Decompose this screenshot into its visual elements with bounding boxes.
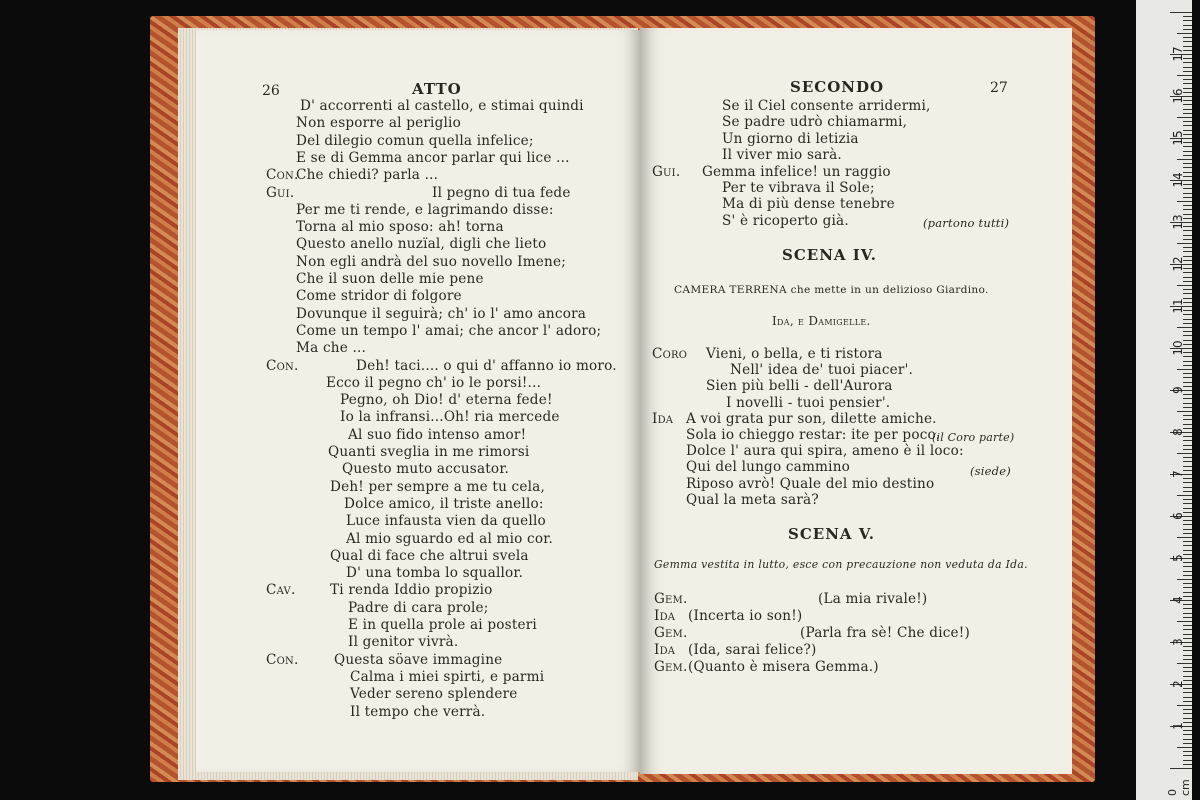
ruler-tick — [1183, 461, 1192, 462]
text-line: Dolce l' aura qui spira, ameno è il loco: — [686, 443, 964, 460]
text-line: Pegno, oh Dio! d' eterna fede! — [340, 392, 553, 409]
text-line: D' una tomba lo squallor. — [346, 565, 524, 582]
speaker-label: Cav. — [266, 582, 296, 599]
ruler-tick — [1183, 163, 1192, 164]
text-line: Sola io chieggo restar: ite per poco. — [686, 427, 941, 443]
ruler-tick — [1183, 16, 1192, 17]
ruler-number: 7 — [1171, 470, 1185, 478]
text-line: Vieni, o bella, e ti ristora — [706, 346, 883, 362]
ruler-tick — [1183, 67, 1192, 68]
ruler-tick — [1177, 453, 1192, 454]
text-line: (Incerta io son!) — [688, 608, 803, 624]
ruler-tick — [1183, 205, 1192, 206]
scena-v-heading: SCENA V. — [788, 525, 876, 543]
ruler-number: 6 — [1171, 512, 1185, 520]
ruler-tick — [1183, 239, 1192, 240]
ruler-tick — [1183, 167, 1192, 168]
text-line: Padre di cara prole; — [348, 599, 489, 616]
ruler-tick — [1170, 12, 1192, 13]
ruler-tick — [1183, 541, 1192, 542]
ruler-tick — [1183, 79, 1192, 80]
ruler-tick — [1183, 193, 1192, 194]
ruler-tick — [1177, 75, 1192, 76]
ruler-tick — [1177, 579, 1192, 580]
text-line: Un giorno di letizia — [722, 130, 859, 147]
text-line: Non esporre al periglio — [296, 115, 461, 132]
ruler-tick — [1183, 335, 1192, 336]
text-line: Il viver mio sarà. — [722, 147, 842, 164]
ruler-tick — [1183, 25, 1192, 26]
ruler-tick — [1183, 361, 1192, 362]
ruler-number: 3 — [1171, 638, 1185, 646]
ruler-number: 10 — [1171, 340, 1185, 356]
ruler-unit-label: 0 cm — [1166, 779, 1192, 796]
ruler-tick — [1183, 613, 1192, 614]
text-line: Al suo fido intenso amor! — [348, 426, 527, 443]
speaker-label: Ida — [652, 410, 674, 427]
ruler-tick — [1177, 747, 1192, 748]
ruler-tick — [1183, 743, 1192, 744]
ruler-tick — [1183, 629, 1192, 630]
ruler-tick — [1183, 109, 1192, 110]
ruler-number: 8 — [1171, 428, 1185, 436]
ruler-tick — [1183, 739, 1192, 740]
text-line: Dolce amico, il triste anello: — [344, 495, 544, 512]
ruler-tick — [1183, 457, 1192, 458]
ruler-tick — [1183, 71, 1192, 72]
stage-direction-siede: (siede) — [970, 464, 1011, 478]
ruler-tick — [1183, 575, 1192, 576]
ruler-tick — [1183, 209, 1192, 210]
ruler-tick — [1177, 663, 1192, 664]
ruler-tick — [1183, 289, 1192, 290]
ruler-tick — [1183, 503, 1192, 504]
ruler-tick — [1183, 331, 1192, 332]
ruler-tick — [1183, 113, 1192, 114]
ruler-tick — [1183, 365, 1192, 366]
ruler-tick — [1183, 529, 1192, 530]
text-line: Nell' idea de' tuoi piacer'. — [730, 362, 914, 379]
speaker-label: Gem. — [654, 625, 688, 641]
text-line: Come un tempo l' amai; che ancor l' adoro; — [296, 322, 602, 339]
ruler-number: 5 — [1171, 554, 1185, 562]
text-line: (Quanto è misera Gemma.) — [688, 659, 879, 675]
page-number-right: 27 — [990, 80, 1008, 96]
ruler-number: 1 — [1171, 722, 1185, 730]
ruler-tick — [1183, 671, 1192, 672]
ruler-tick — [1183, 247, 1192, 248]
text-line: A voi grata pur son, dilette amiche. — [686, 410, 937, 427]
ruler-tick — [1183, 709, 1192, 710]
text-line: E in quella prole ai posteri — [348, 617, 537, 633]
ruler-tick — [1183, 155, 1192, 156]
text-line: I novelli - tuoi pensier'. — [726, 394, 891, 411]
text-line: Al mio sguardo ed al mio cor. — [346, 530, 553, 547]
ruler-number: 13 — [1171, 214, 1185, 230]
ruler-number: 2 — [1171, 680, 1185, 688]
ruler-tick — [1183, 587, 1192, 588]
scena-iv-heading: SCENA IV. — [782, 246, 878, 264]
ruler-tick — [1183, 659, 1192, 660]
ruler-tick — [1183, 37, 1192, 38]
text-line: Come stridor di folgore — [296, 288, 462, 305]
ruler-tick — [1177, 495, 1192, 496]
text-line: Deh! taci.... o qui d' affanno io moro. — [356, 357, 617, 374]
ruler-tick — [1183, 20, 1192, 21]
running-header-right: SECONDO — [790, 78, 885, 96]
text-line: Qui del lungo cammino — [686, 459, 851, 476]
text-line: Qual di face che altrui svela — [330, 547, 529, 564]
speaker-label: Con. — [266, 651, 299, 668]
text-line: Per me ti rende, e lagrimando disse: — [296, 201, 554, 218]
page-number-left: 26 — [262, 83, 280, 99]
right-page — [640, 28, 1072, 774]
speaker-label: Con. — [266, 357, 299, 374]
ruler-number: 11 — [1171, 298, 1185, 314]
text-line: Ecco il pegno ch' io le porsi!... — [326, 374, 542, 391]
text-line: Veder sereno splendere — [350, 686, 518, 703]
text-line: Calma i miei spirti, e parmi — [350, 668, 545, 685]
ruler-tick — [1183, 617, 1192, 618]
ruler-tick — [1183, 499, 1192, 500]
ruler-tick — [1183, 533, 1192, 534]
text-line: D' accorrenti al castello, e stimai quindi — [300, 98, 584, 114]
ruler-number: 12 — [1171, 256, 1185, 272]
text-line: (Ida, sarai felice?) — [688, 642, 817, 658]
ruler-number: 4 — [1171, 596, 1185, 604]
text-line: Il tempo che verrà. — [350, 703, 486, 720]
stage-direction-partono: (partono tutti) — [923, 216, 1010, 230]
ruler-tick — [1183, 235, 1192, 236]
speaker-label: Con. — [266, 167, 299, 184]
text-line: Che chiedi? parla ... — [296, 167, 439, 184]
ruler-tick — [1183, 373, 1192, 374]
ruler-tick — [1183, 697, 1192, 698]
text-line: Se padre udrò chiamarmi, — [722, 114, 908, 131]
ruler-tick — [1183, 625, 1192, 626]
ruler-number: 16 — [1171, 88, 1185, 104]
text-line: Qual la meta sarà? — [686, 491, 819, 508]
ruler-tick — [1183, 415, 1192, 416]
text-line: E se di Gemma ancor parlar qui lice ... — [296, 149, 570, 166]
setting-description: CAMERA TERRENA che mette in un delizioso Giardino. — [674, 284, 989, 296]
text-line: Questo anello nuzïal, digli che lieto — [296, 236, 547, 253]
text-line: Questo muto accusator. — [342, 461, 510, 478]
text-line: Che il suon delle mie pene — [296, 271, 484, 287]
ruler-tick — [1177, 243, 1192, 244]
ruler-tick — [1183, 377, 1192, 378]
ruler-tick — [1183, 491, 1192, 492]
text-line: Per te vibrava il Sole; — [722, 180, 875, 196]
text-line: Ma di più dense tenebre — [722, 196, 895, 213]
text-line: Torna al mio sposo: ah! torna — [296, 219, 504, 236]
ruler-number: 17 — [1171, 46, 1185, 62]
ruler-tick — [1183, 319, 1192, 320]
stage-direction-coro: (il Coro parte) — [932, 431, 1015, 444]
ruler-tick — [1183, 125, 1192, 126]
ruler-tick — [1183, 41, 1192, 42]
ruler-tick — [1183, 121, 1192, 122]
speaker-label: Gui. — [652, 163, 681, 180]
ruler-tick — [1183, 655, 1192, 656]
ruler-tick — [1183, 667, 1192, 668]
scene-characters: Ida, e Damigelle. — [772, 314, 871, 328]
ruler-tick — [1183, 419, 1192, 420]
ruler-tick — [1170, 768, 1192, 769]
measurement-ruler — [1136, 0, 1192, 800]
speaker-label: Coro — [652, 346, 688, 362]
ruler-tick — [1183, 293, 1192, 294]
ruler-number: 9 — [1171, 386, 1185, 394]
ruler-tick — [1183, 487, 1192, 488]
ruler-tick — [1183, 83, 1192, 84]
ruler-tick — [1183, 29, 1192, 30]
ruler-tick — [1183, 407, 1192, 408]
text-line: Dovunque il seguirà; ch' io l' amo ancora — [296, 305, 587, 322]
speaker-label: Ida — [654, 642, 676, 658]
text-line: Io la infransi...Oh! ria mercede — [340, 409, 560, 426]
text-line: (La mia rivale!) — [818, 591, 928, 607]
ruler-tick — [1183, 760, 1192, 761]
text-line: Il pegno di tua fede — [432, 184, 571, 201]
ruler-tick — [1183, 449, 1192, 450]
ruler-tick — [1177, 159, 1192, 160]
text-line: Del dilegio comun quella infelice; — [296, 132, 534, 149]
ruler-tick — [1183, 713, 1192, 714]
ruler-tick — [1177, 33, 1192, 34]
ruler-tick — [1183, 571, 1192, 572]
ruler-tick — [1183, 751, 1192, 752]
text-line: Questa söave immagine — [334, 651, 503, 668]
running-header-left: ATTO — [412, 80, 462, 98]
ruler-tick — [1183, 151, 1192, 152]
ruler-tick — [1183, 323, 1192, 324]
text-line: Gemma infelice! un raggio — [702, 163, 891, 180]
ruler-tick — [1183, 764, 1192, 765]
ruler-tick — [1177, 537, 1192, 538]
text-line: Deh! per sempre a me tu cela, — [330, 478, 545, 495]
ruler-tick — [1183, 277, 1192, 278]
ruler-tick — [1177, 705, 1192, 706]
ruler-tick — [1183, 583, 1192, 584]
ruler-tick — [1183, 251, 1192, 252]
ruler-tick — [1183, 701, 1192, 702]
text-line: Non egli andrà del suo novello Imene; — [296, 253, 567, 270]
ruler-number: 14 — [1171, 172, 1185, 188]
ruler-tick — [1177, 327, 1192, 328]
text-line: (Parla fra sè! Che dice!) — [800, 625, 970, 641]
text-line: Sien più belli - dell'Aurora — [706, 378, 893, 395]
text-line: Quanti sveglia in me rimorsi — [328, 444, 530, 460]
ruler-tick — [1177, 411, 1192, 412]
ruler-tick — [1177, 201, 1192, 202]
ruler-tick — [1177, 369, 1192, 370]
text-line: Luce infausta vien da quello — [346, 513, 546, 530]
ruler-tick — [1183, 445, 1192, 446]
ruler-tick — [1177, 285, 1192, 286]
ruler-number: 15 — [1171, 130, 1185, 146]
left-page — [196, 30, 641, 772]
text-line: Ma che ... — [296, 340, 367, 357]
text-line: Riposo avrò! Quale del mio destino — [686, 475, 935, 492]
ruler-tick — [1183, 403, 1192, 404]
speaker-label: Ida — [654, 608, 676, 624]
text-line: Il genitor vivrà. — [348, 634, 459, 651]
ruler-tick — [1183, 755, 1192, 756]
stage-direction-gemma: Gemma vestita in lutto, esce con precauzione non veduta da Ida. — [654, 558, 1028, 571]
text-line: Ti renda Iddio propizio — [330, 582, 493, 599]
ruler-tick — [1183, 545, 1192, 546]
ruler-tick — [1177, 621, 1192, 622]
speaker-label: Gem. — [654, 591, 688, 607]
ruler-tick — [1183, 197, 1192, 198]
speaker-label: Gem. — [654, 659, 688, 675]
ruler-tick — [1183, 281, 1192, 282]
ruler-tick — [1177, 117, 1192, 118]
text-line: Se il Ciel consente arridermi, — [722, 98, 931, 114]
speaker-label: Gui. — [266, 184, 295, 201]
text-line: S' è ricoperto già. — [722, 212, 849, 229]
